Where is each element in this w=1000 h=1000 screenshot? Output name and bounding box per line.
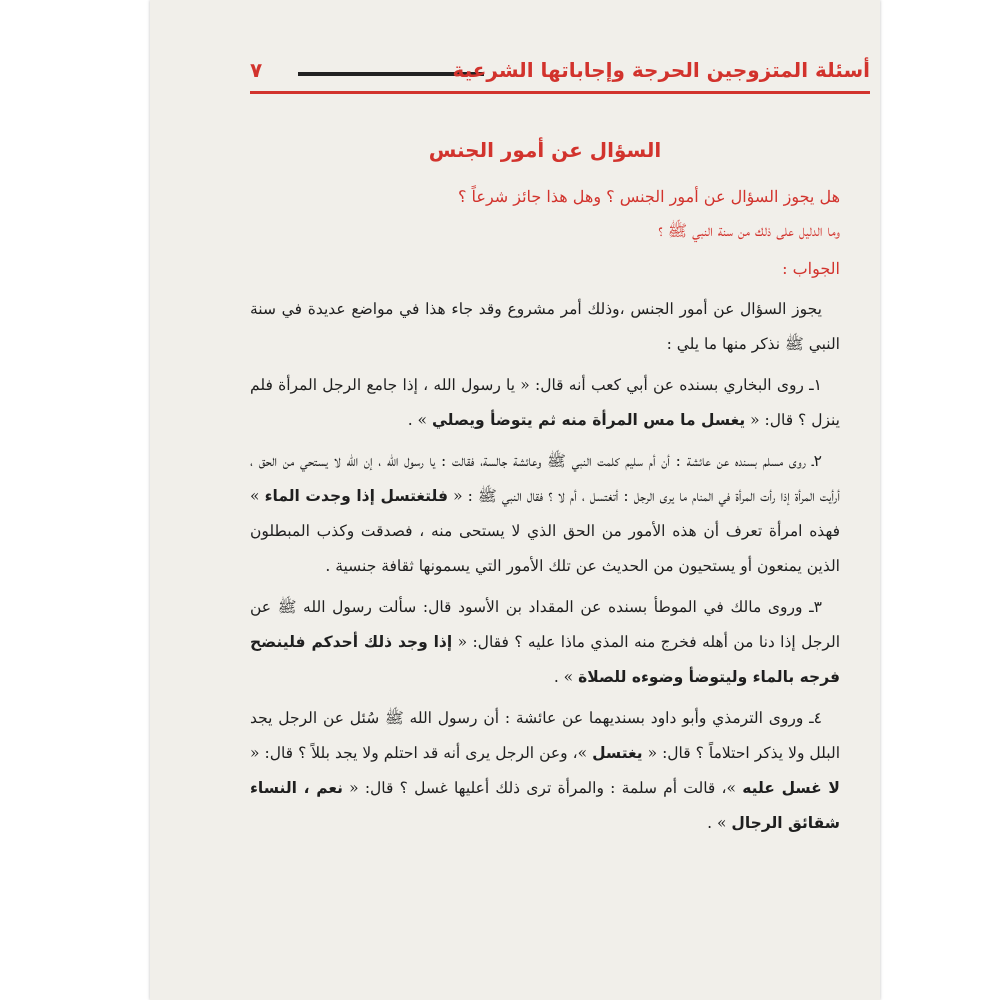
page-header (250, 58, 870, 98)
page-number: ٧ (250, 58, 263, 82)
paragraph-text: يجوز السؤال عن أمور الجنس ،وذلك أمر مشروع وقد جاء هذا في مواضع عديدة في سنة النبي ﷺ نذكر منها ما يلي : (250, 300, 840, 353)
hadith-quote: لا غسل عليه (742, 779, 840, 797)
paragraph-text: » . (553, 668, 579, 686)
hadith-quote: فلتغتسل إذا وجدت الماء (264, 487, 448, 505)
hadith-quote: نعم ، النساء شقائق الرجال (250, 779, 840, 832)
paragraph-intro (250, 292, 840, 362)
book-page (150, 0, 880, 1000)
section-title: السؤال عن أمور الجنس (428, 138, 662, 162)
paragraph-text: ١ـ روى البخاري بسنده عن أبي كعب أنه قال: « يا رسول الله ، إذا جامع الرجل المرأة فلم ينزل ؟ قال: « (250, 376, 840, 429)
paragraph-text: ٢ـ روى مسلم بسنده عن عائشة : أن أم سليم كلمت النبي ﷺ وعائشة جالسة، فقالت : يا رسول الله ، إن الله لا يستحي من الحق ، أرأيت المرأة إذا رأت المرأة في المنام ما يرى الرجل : أتغتسل ، أم لا ؟ فقال النبي ﷺ : « (250, 452, 840, 505)
paragraph-text: »، وعن الرجل يرى أنه قد احتلم ولا يجد بللاً ؟ قال: « (250, 744, 593, 762)
header-rule (250, 91, 870, 94)
paragraph-text: » . (407, 411, 432, 429)
hadith-quote: إذا وجد ذلك أحدكم فلينضح فرجه بالماء وليتوضأ وضوءه للصلاة (250, 633, 840, 686)
paragraph-hadith-1 (250, 368, 840, 438)
paragraph-text: » فهذه امرأة تعرف أن هذه الأمور من الحق الذي لا يستحى منه ، فصدقت وكذب المبطلون الذين يمنعون أو يستحيون من الحديث عن تلك الأمور التي يسمونها ثقافة جنسية . (250, 487, 840, 575)
paragraph-text: » . (707, 814, 732, 832)
paragraph-text: »، قالت أم سلمة : والمرأة ترى ذلك أعليها غسل ؟ قال: « (342, 779, 743, 797)
paragraph-hadith-4 (250, 701, 840, 841)
paragraph-hadith-3 (250, 590, 840, 695)
question-line-2: وما الدليل على ذلك من سنة النبي ﷺ ؟ (658, 221, 840, 240)
page-content (250, 130, 840, 847)
paragraph-text: ٣ـ وروى مالك في الموطأ بسنده عن المقداد بن الأسود قال: سألت رسول الله ﷺ عن الرجل إذا دنا من أهله فخرج منه المذي ماذا عليه ؟ فقال: « (250, 598, 840, 651)
paragraph-hadith-2 (250, 444, 840, 584)
question-line-1: هل يجوز السؤال عن أمور الجنس ؟ وهل هذا جائز شرعاً ؟ (457, 187, 840, 206)
paragraph-text: ٤ـ وروى الترمذي وأبو داود بسنديهما عن عائشة : أن رسول الله ﷺ سُئل عن الرجل يجد البلل ولا يذكر احتلاماً ؟ قال: « (250, 709, 840, 762)
hadith-quote: يغسل ما مس المرأة منه ثم يتوضأ ويصلي (431, 411, 746, 429)
answer-label: الجواب : (782, 259, 840, 278)
running-title: أسئلة المتزوجين الحرجة وإجاباتها الشرعية (452, 58, 870, 82)
hadith-quote: يغتسل (592, 744, 643, 762)
